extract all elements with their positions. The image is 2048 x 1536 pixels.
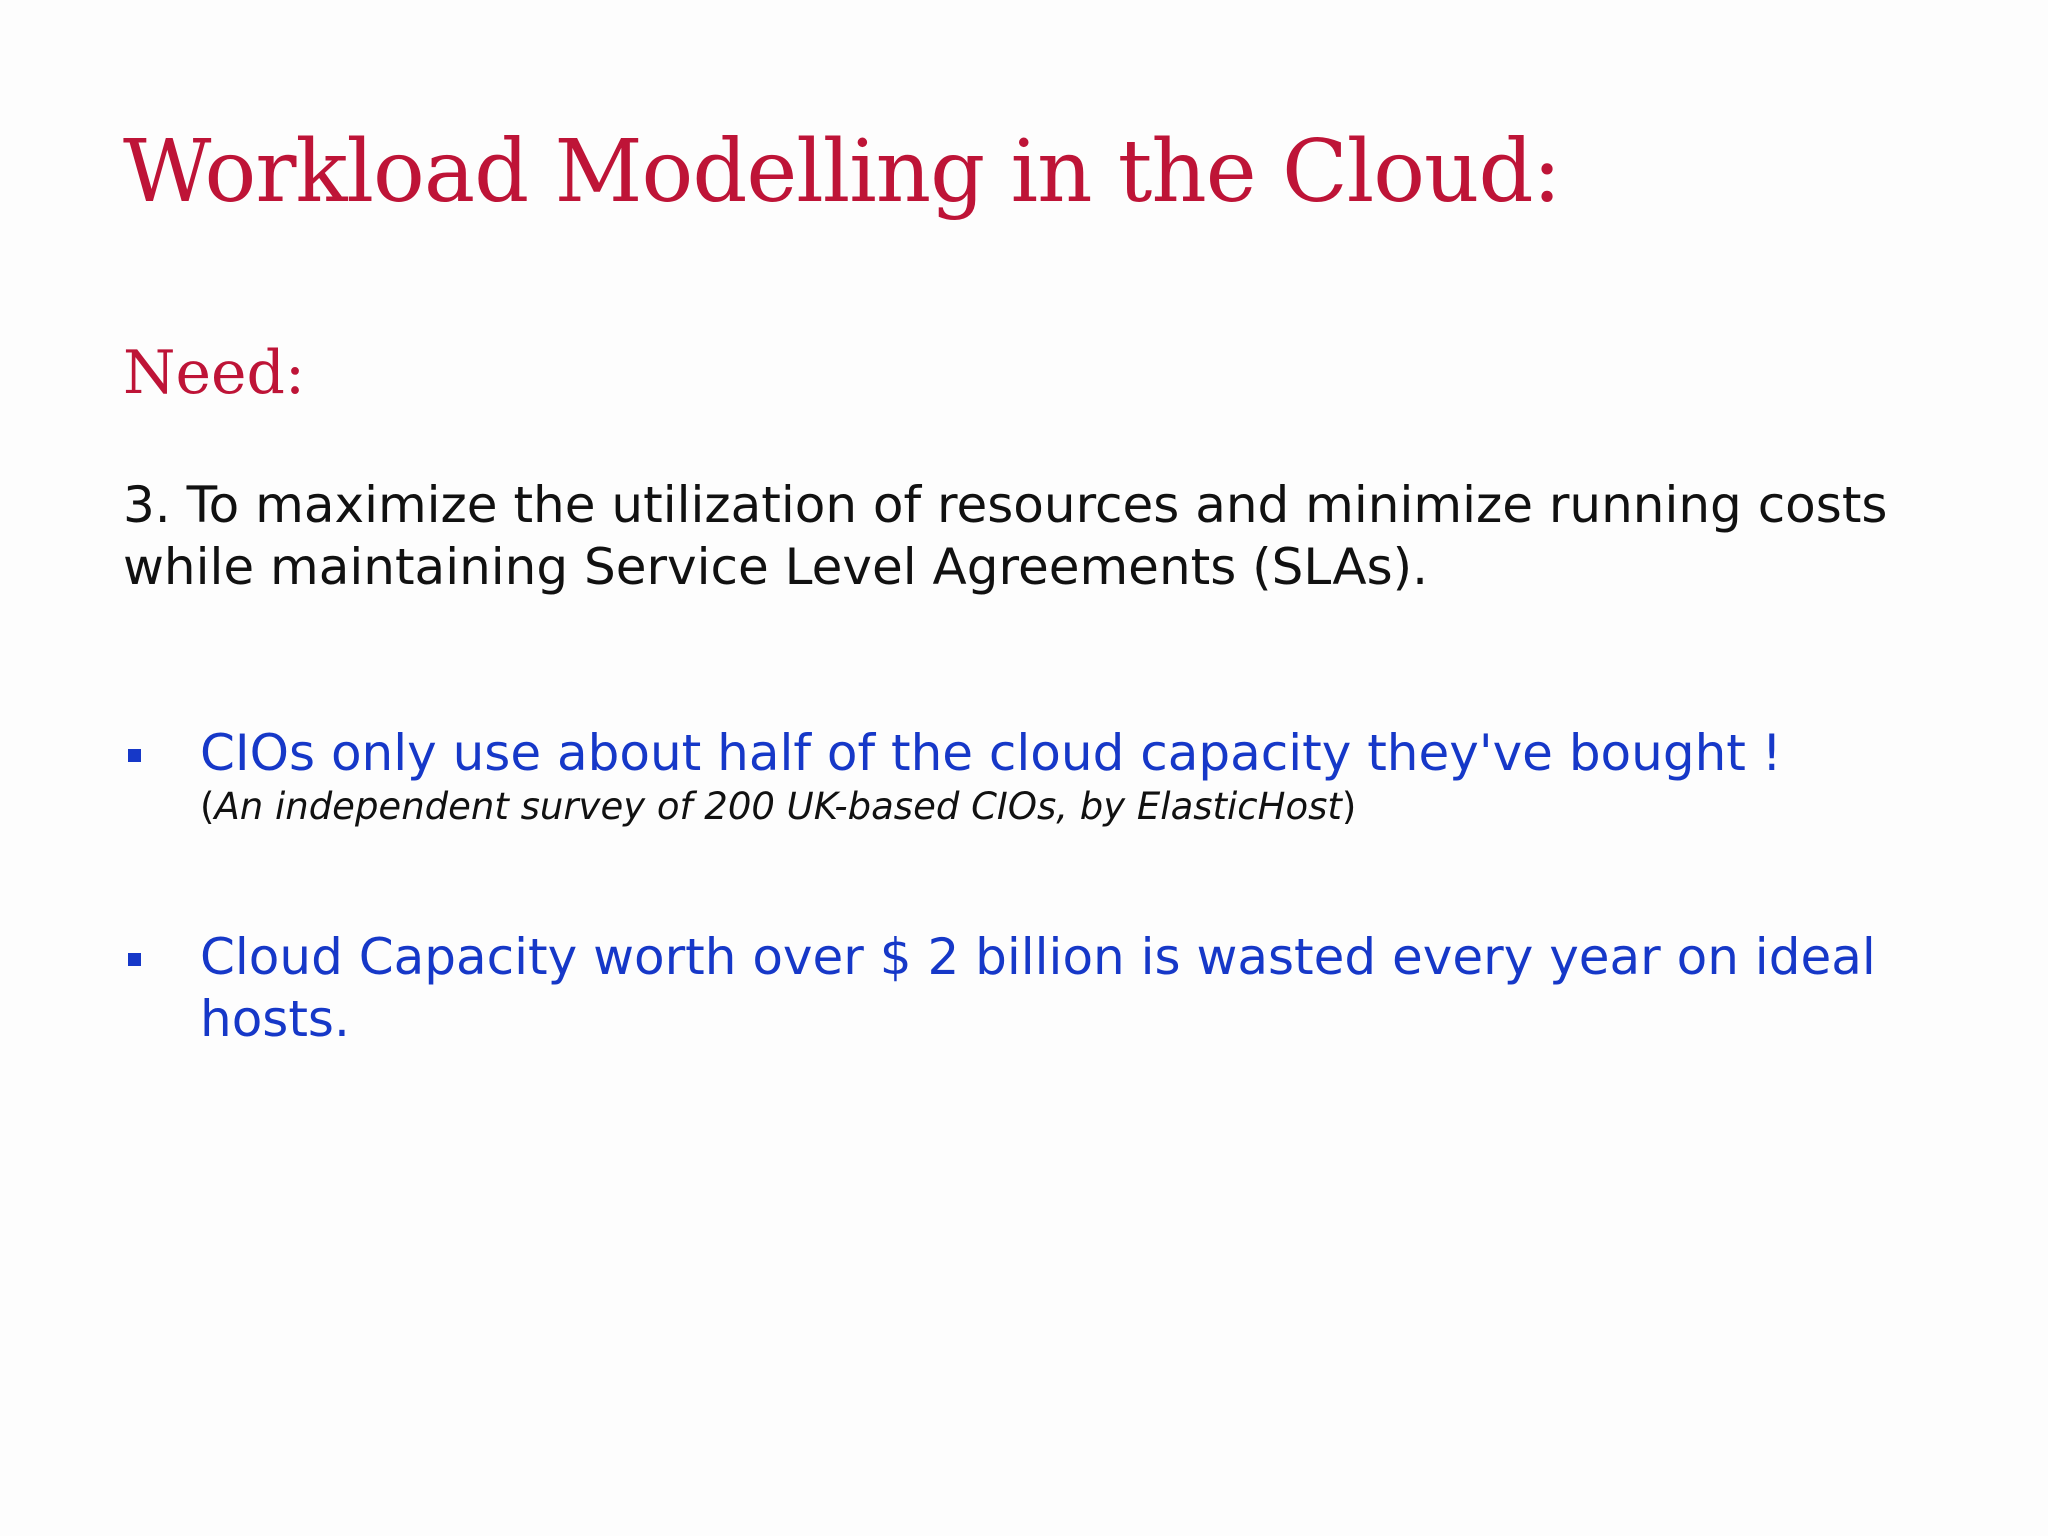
note-italic-text: An independent survey of 200 UK-based CIOs, by ElasticHost <box>214 785 1342 828</box>
bullet-item <box>123 722 1943 830</box>
bullet-source-note <box>200 784 1943 830</box>
bullet-text: CIOs only use about half of the cloud capacity they've bought ! <box>200 724 1782 782</box>
slide-title: Workload Modelling in the Cloud: <box>123 122 1561 222</box>
numbered-point: 3. To maximize the utilization of resources and minimize running costs while maintaining Service Level Agreements (SLAs). <box>123 476 1888 596</box>
square-bullet-icon <box>128 749 141 762</box>
bullet-text: Cloud Capacity worth over $ 2 billion is wasted every year on ideal hosts. <box>200 928 1876 1048</box>
square-bullet-icon <box>128 953 141 966</box>
slide-subtitle: Need: <box>123 338 306 408</box>
note-open-paren: ( <box>200 785 215 828</box>
note-close-paren: ) <box>1341 785 1357 828</box>
bullet-item <box>123 926 1943 1050</box>
